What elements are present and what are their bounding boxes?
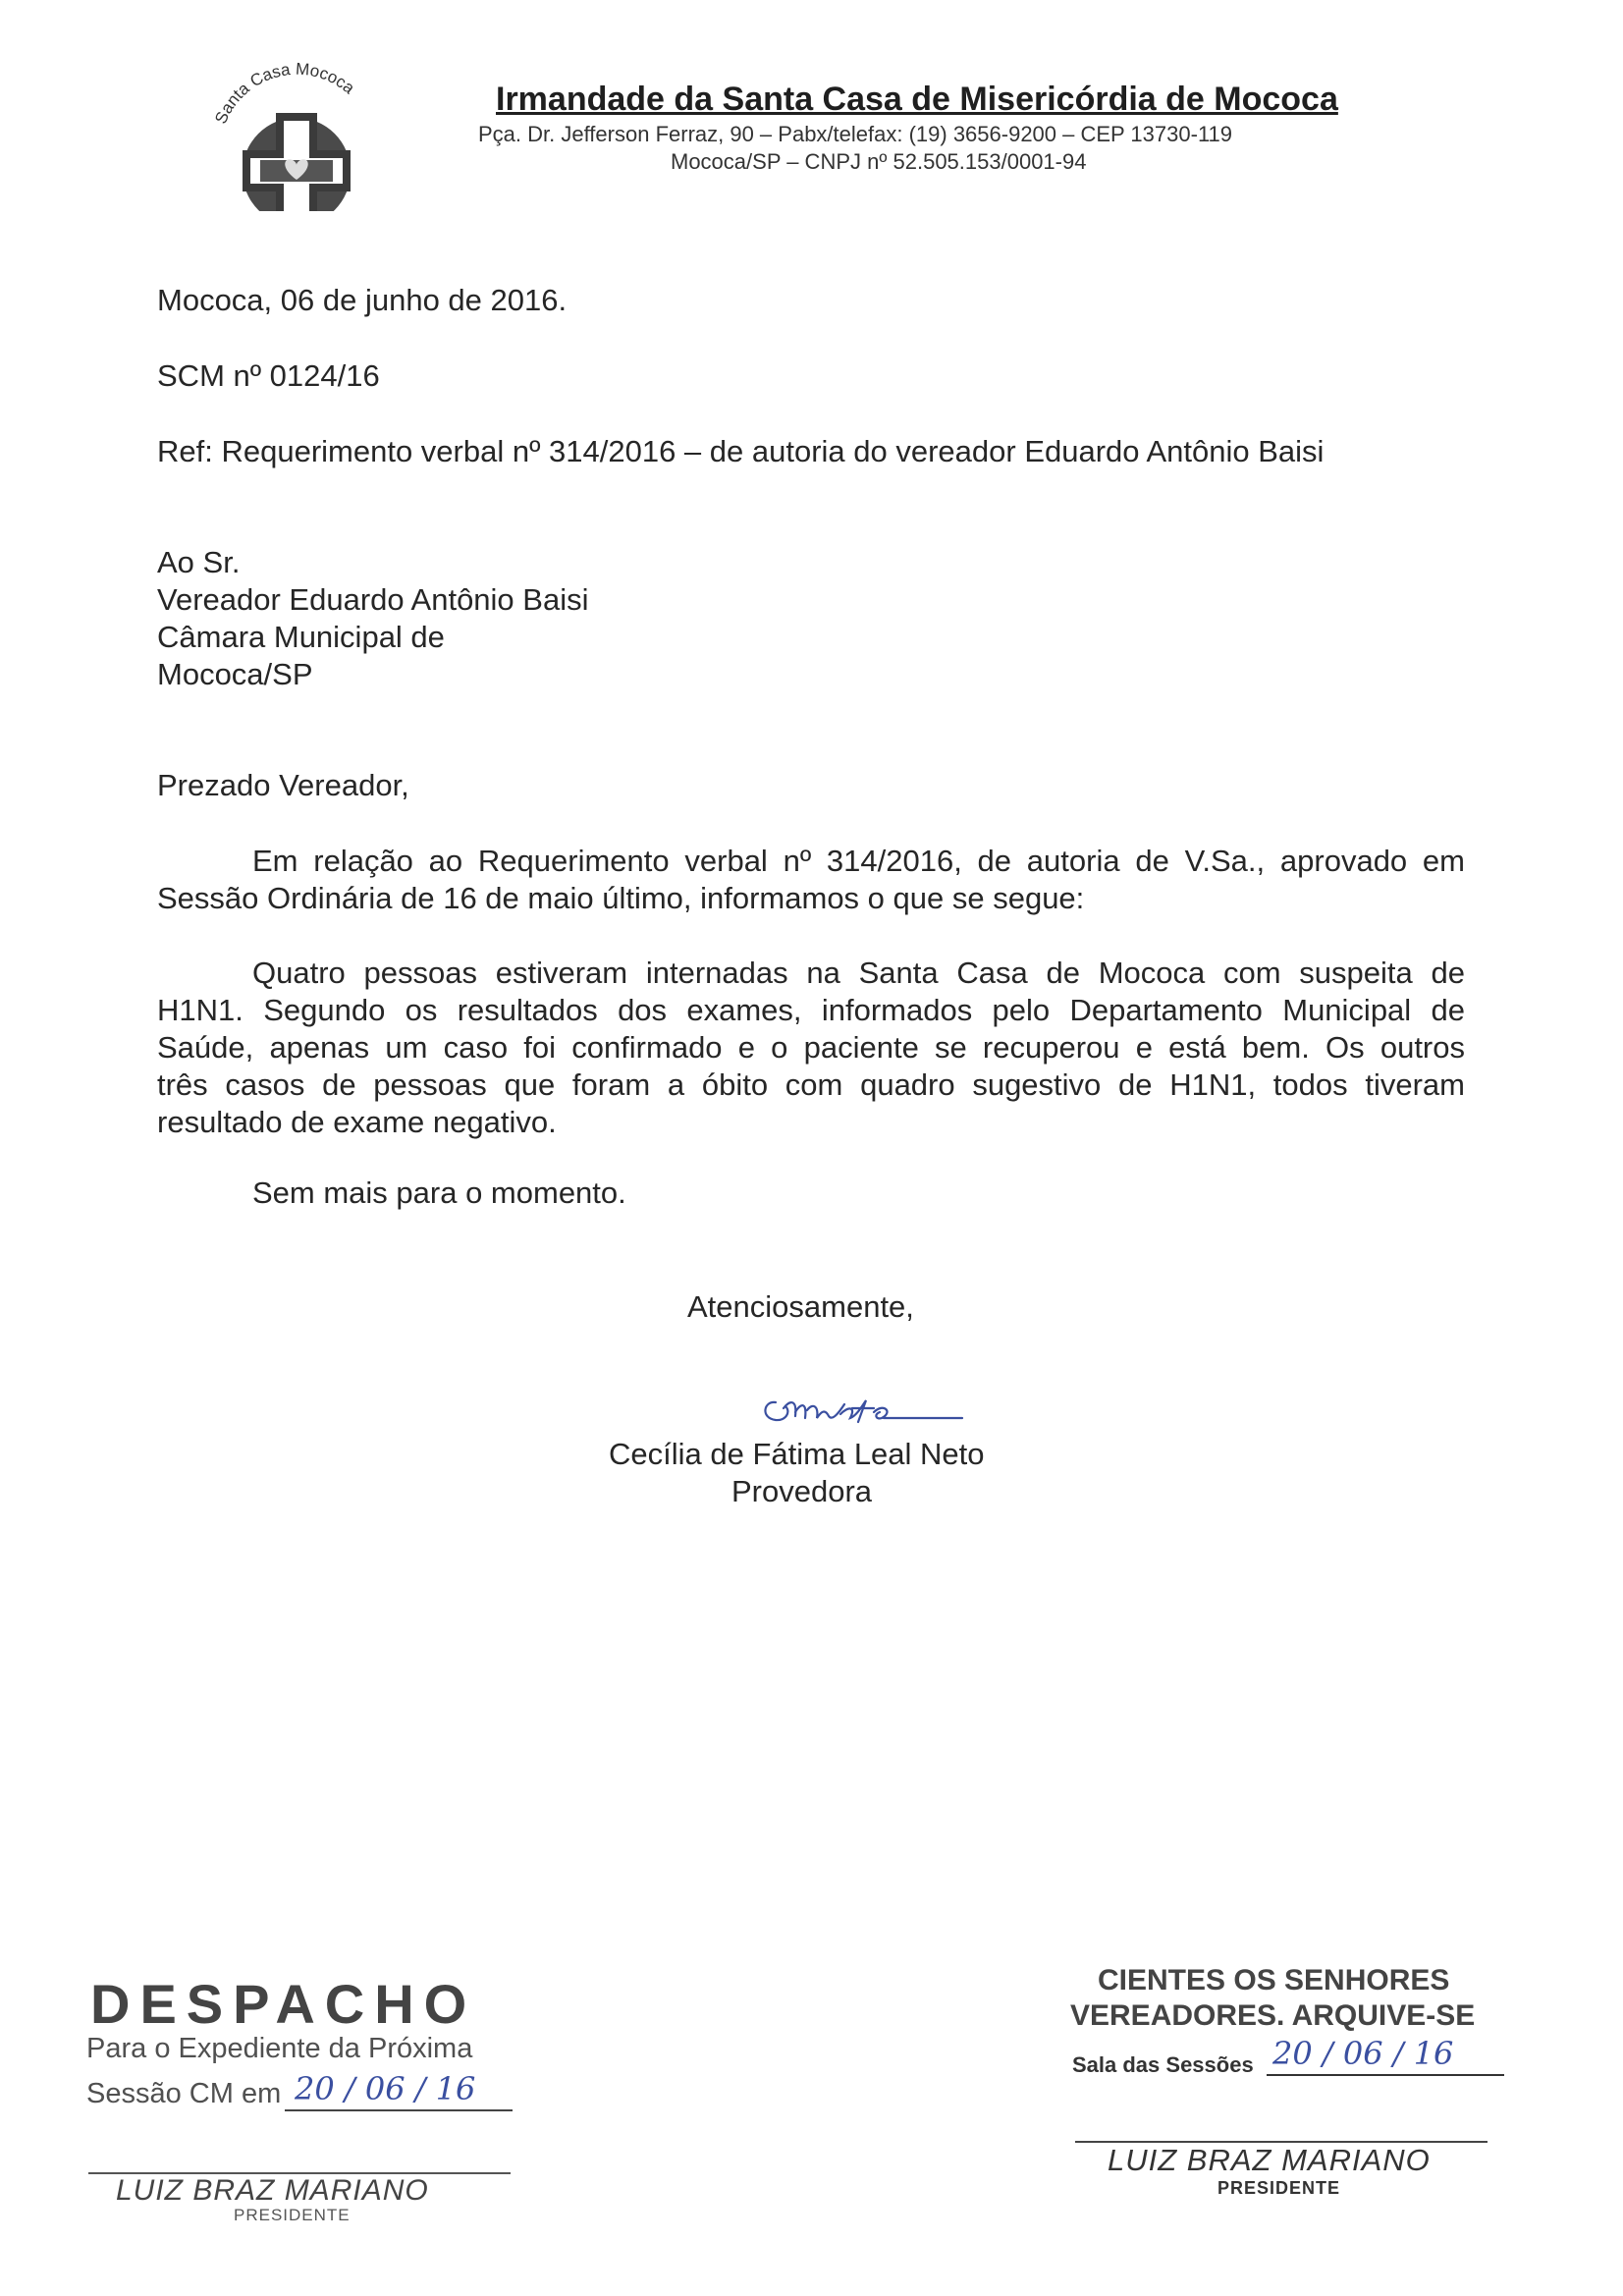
president-title: PRESIDENTE — [234, 2206, 351, 2224]
svg-text:Santa Casa Mococa: Santa Casa Mococa — [211, 59, 358, 127]
president-name: LUIZ BRAZ MARIANO — [116, 2174, 429, 2207]
paragraph-line: H1N1. Segundo os resultados dos exames, informados pelo Departamento Municipal de — [157, 993, 1465, 1027]
salutation: Prezado Vereador, — [157, 768, 409, 802]
signer-title: Provedora — [731, 1474, 873, 1508]
paragraph-line: Sessão Ordinária de 16 de maio último, informamos o que se segue: — [157, 881, 1085, 915]
president-name: LUIZ BRAZ MARIANO — [1108, 2143, 1431, 2177]
closing-line: Sem mais para o momento. — [252, 1175, 626, 1210]
organization-name: Irmandade da Santa Casa de Misericórdia de Mococa — [496, 81, 1338, 118]
signer-name: Cecília de Fátima Leal Neto — [609, 1437, 985, 1471]
recipient-line: Vereador Eduardo Antônio Baisi — [157, 582, 589, 617]
recipient-line: Ao Sr. — [157, 545, 241, 579]
scm-number: SCM nº 0124/16 — [157, 358, 380, 393]
despacho-stamp-title: DESPACHO — [90, 1973, 477, 2035]
reference-line: Ref: Requerimento verbal nº 314/2016 – de autoria do vereador Eduardo Antônio Baisi — [157, 434, 1325, 468]
despacho-handwritten-date: 20 / 06 / 16 — [295, 2070, 476, 2107]
president-title: PRESIDENTE — [1217, 2178, 1341, 2198]
sala-das-sessoes-label: Sala das Sessões — [1072, 2052, 1254, 2077]
handwritten-signature — [746, 1373, 1001, 1442]
cientes-stamp-line: VEREADORES. ARQUIVE-SE — [1070, 1999, 1476, 2032]
recipient-line: Câmara Municipal de — [157, 620, 445, 654]
recipient-line: Mococa/SP — [157, 657, 313, 691]
cientes-handwritten-date: 20 / 06 / 16 — [1272, 2035, 1454, 2072]
cientes-stamp-line: CIENTES OS SENHORES — [1098, 1964, 1450, 1996]
paragraph-line: Quatro pessoas estiveram internadas na Santa Casa de Mococa com suspeita de — [252, 956, 1465, 990]
letter-date: Mococa, 06 de junho de 2016. — [157, 283, 568, 317]
cientes-date-underline — [1267, 2074, 1504, 2076]
paragraph-line: Saúde, apenas um caso foi confirmado e o paciente se recuperou e está bem. Os outros — [157, 1030, 1465, 1065]
paragraph-line: Em relação ao Requerimento verbal nº 314/2016, de autoria de V.Sa., aprovado em — [252, 844, 1465, 878]
paragraph-line: três casos de pessoas que foram a óbito com quadro sugestivo de H1N1, todos tiveram — [157, 1067, 1465, 1102]
paragraph-2 — [157, 955, 1465, 1141]
despacho-date-underline — [285, 2109, 513, 2111]
paragraph-1 — [157, 843, 1465, 917]
despacho-stamp-line: Sessão CM em — [86, 2078, 282, 2109]
santa-casa-logo — [201, 54, 388, 211]
organization-city-cnpj: Mococa/SP – CNPJ nº 52.505.153/0001-94 — [671, 149, 1087, 174]
despacho-stamp-line: Para o Expediente da Próxima — [86, 2033, 473, 2064]
paragraph-line: resultado de exame negativo. — [157, 1105, 557, 1139]
regards: Atenciosamente, — [687, 1289, 914, 1324]
organization-address: Pça. Dr. Jefferson Ferraz, 90 – Pabx/telefax: (19) 3656-9200 – CEP 13730-119 — [478, 122, 1233, 146]
